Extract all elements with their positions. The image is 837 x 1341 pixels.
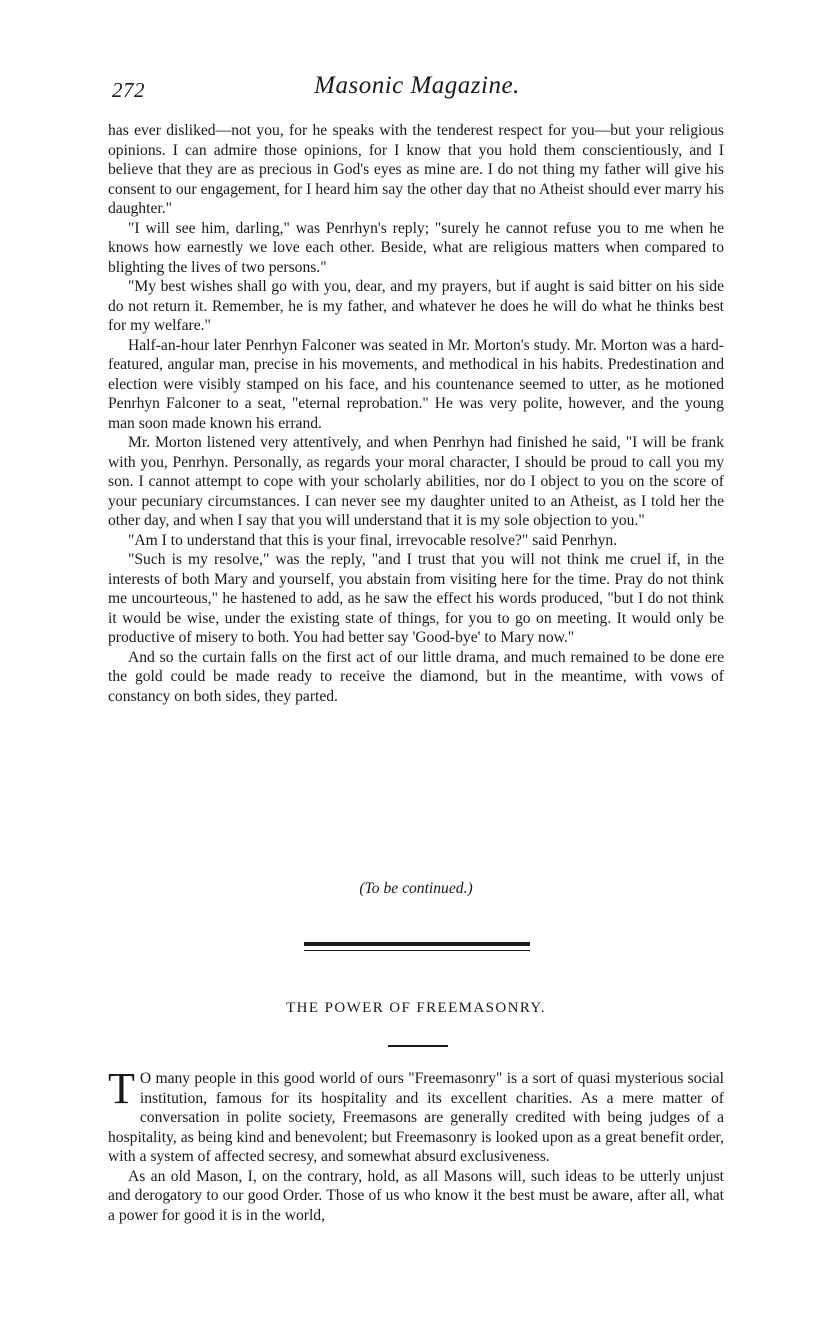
story-text: [108, 121, 724, 706]
continued-note: (To be continued.): [359, 880, 473, 897]
article-text: [108, 1064, 724, 1225]
page-number: 272: [112, 78, 145, 102]
article-lead-paragraph: [108, 1064, 724, 1167]
running-head: [112, 72, 722, 108]
story-paragraph-3: "My best wishes shall go with you, dear, and my prayers, but if aught is said bitter on his side do not return it. Remember, he is my father, and whatever he does he will do what he thinks best for my welfare.": [108, 278, 724, 334]
story-paragraph-8: And so the curtain falls on the first act of our little drama, and much remained to be done ere the gold could be made ready to receive the diamond, but in the meantime, with vows of constancy on both sides, they parted.: [108, 648, 724, 705]
story-paragraph-6: "Am I to understand that this is your final, irrevocable resolve?" said Penrhyn.: [128, 531, 618, 549]
article-paragraph-2: As an old Mason, I, on the contrary, hold, as all Masons will, such ideas to be utterly unjust and derogatory to our good Order. Those of us who know it the best must be aware, after all, what a power for good it is in the world,: [108, 1167, 724, 1224]
magazine-title: Masonic Magazine.: [314, 72, 520, 99]
article-heading: THE POWER OF FREEMASONRY.: [286, 1000, 546, 1016]
section-divider-thick: [304, 942, 530, 946]
story-paragraph-7: "Such is my resolve," was the reply, "and I trust that you will not think me cruel if, in the interests of both Mary and yourself, you abstain from visiting here for the time. Pray do not think me uncourteous," he hastened to add, as he saw the effect his words produced, "but I do not think it would be wise, under the existing state of things, for you to go on meeting. It would only be productive of misery to both. You had better say 'Good-bye' to Mary now.": [108, 551, 724, 646]
drop-cap: T: [108, 1064, 135, 1113]
heading-rule: [388, 1045, 448, 1047]
section-divider-thin: [304, 950, 530, 951]
article-lead-text: O many people in this good world of ours "Freemasonry" is a sort of quasi mysterious social institution, famous for its hospitality and its excellent charities. As a mere matter of conversation in polite society, Freemasons are generally credited with being judges of a hospitality, as being kind and benevolent; but Freemasonry is looked upon as a great benefit order, with a system of affected secresy, and somewhat absurd exclusiveness.: [108, 1070, 724, 1165]
story-paragraph-2: "I will see him, darling," was Penrhyn's reply; "surely he cannot refuse you to me when he knows how earnestly we love each other. Beside, what are religious matters when compared to blighting the lives of two persons.": [108, 219, 724, 276]
story-paragraph-4: Half-an-hour later Penrhyn Falconer was seated in Mr. Morton's study. Mr. Morton was a hard-featured, angular man, precise in his movements, and methodical in his habits. Predestination and election were visibly stamped on his face, and his countenance seemed to utter, as he motioned Penrhyn Falconer to a seat, "eternal reprobation." He was very polite, however, and the young man soon made known his errand.: [108, 336, 724, 432]
story-paragraph-1: has ever disliked—not you, for he speaks with the tenderest respect for you—but your religious opinions. I can admire those opinions, for I know that you hold them conscientiously, and I believe that they are as precious in God's eyes as mine are. I do not thing my father will give his consent to our engagement, for I heard him say the other day that no Atheist should ever marry his daughter.": [108, 122, 724, 217]
story-paragraph-5: Mr. Morton listened very attentively, and when Penrhyn had finished he said, "I will be frank with you, Penrhyn. Personally, as regards your moral character, I should be proud to call you my son. I cannot attempt to cope with your scholarly abilities, nor do I object to you on the score of your pecuniary circumstances. I can never see my daughter united to an Atheist, as I told her the other day, and when I say that you will understand that it is my sole objection to you.": [108, 434, 724, 529]
